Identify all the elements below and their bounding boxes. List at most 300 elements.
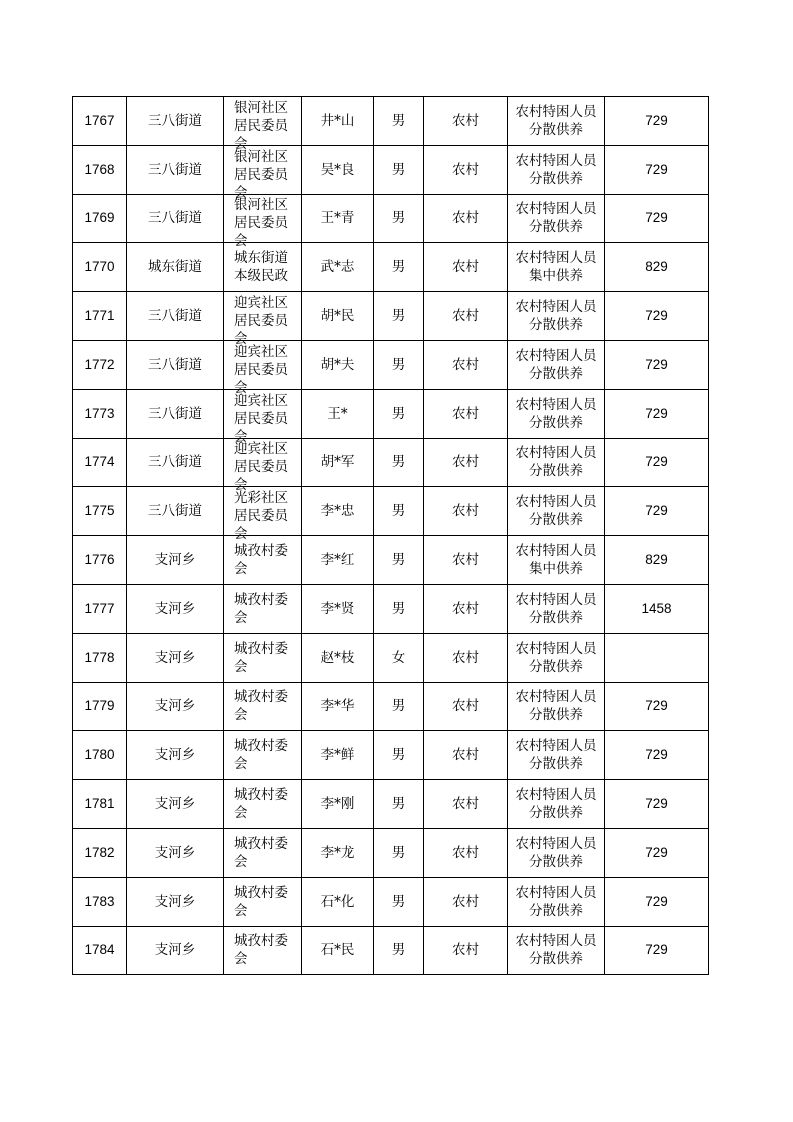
amount: 729 [645,747,668,763]
amount-cell [605,926,709,975]
gender-cell [374,487,424,536]
gender-cell [374,633,424,682]
record-id: 1768 [84,161,115,177]
gender: 男 [391,308,406,325]
street-name-cell [127,536,224,585]
support-category-cell [508,292,605,341]
record-id-cell [73,731,127,780]
area-type: 农村 [452,112,479,129]
record-id-cell [73,926,127,975]
area-type: 农村 [452,454,479,471]
record-id-cell [73,389,127,438]
unit-name: 迎宾社区居民委员会 [234,441,288,494]
support-category: 农村特困人员集中供养 [515,250,597,285]
record-id-cell [73,877,127,926]
person-name: 李*贤 [320,600,355,617]
street-name-cell [127,828,224,877]
gender-cell [374,438,424,487]
area-type-cell [424,536,508,585]
street-name-cell [127,438,224,487]
street-name-cell [127,926,224,975]
table-row [73,389,709,438]
record-id-cell [73,340,127,389]
person-name-cell [302,877,374,926]
area-type-cell [424,145,508,194]
record-id-cell [73,780,127,829]
support-category: 农村特困人员集中供养 [515,543,597,578]
record-id: 1771 [84,308,115,324]
street-name-cell [127,780,224,829]
unit-name: 城孜村委会 [234,591,288,626]
person-name-cell [302,340,374,389]
unit-name: 城孜村委会 [234,689,288,724]
street-name: 支河乡 [154,942,196,959]
street-name-cell [127,340,224,389]
table-row [73,340,709,389]
amount: 729 [645,796,668,812]
gender-cell [374,682,424,731]
gender: 男 [391,112,406,129]
record-id: 1769 [84,210,115,226]
area-type-cell [424,828,508,877]
unit-name-cell [224,780,302,829]
record-id: 1775 [84,503,115,519]
person-name: 李*华 [320,698,355,715]
support-category-cell [508,780,605,829]
support-category: 农村特困人员分散供养 [515,396,597,431]
area-type-cell [424,389,508,438]
support-category-cell [508,389,605,438]
amount: 729 [645,893,668,909]
amount-cell [605,731,709,780]
record-id: 1780 [84,747,115,763]
person-name-cell [302,926,374,975]
gender-cell [374,194,424,243]
amount: 729 [645,405,668,421]
gender-cell [374,340,424,389]
support-category: 农村特困人员分散供养 [515,347,597,382]
unit-name: 城孜村委会 [234,933,288,968]
person-name-cell [302,389,374,438]
gender: 男 [391,210,406,227]
gender-cell [374,877,424,926]
support-category-cell [508,438,605,487]
amount-cell [605,633,709,682]
support-category: 农村特困人员分散供养 [515,152,597,187]
person-name: 胡*军 [320,454,355,471]
street-name-cell [127,682,224,731]
record-id: 1773 [84,405,115,421]
area-type: 农村 [452,503,479,520]
unit-name: 银河社区居民委员会 [234,197,288,250]
area-type-cell [424,340,508,389]
record-id: 1777 [84,600,115,616]
unit-name-cell [224,389,302,445]
person-name: 李*红 [320,552,355,569]
area-type: 农村 [452,600,479,617]
unit-name: 城孜村委会 [234,738,288,773]
gender: 男 [391,161,406,178]
area-type-cell [424,633,508,682]
person-name: 胡*夫 [320,356,355,373]
area-type-cell [424,438,508,487]
support-category: 农村特困人员分散供养 [515,689,597,724]
person-name-cell [302,536,374,585]
gender-cell [374,828,424,877]
support-category-cell [508,926,605,975]
unit-name-cell [224,926,302,975]
street-name-cell [127,243,224,292]
support-category: 农村特困人员分散供养 [515,933,597,968]
record-id-cell [73,194,127,243]
street-name: 三八街道 [148,210,202,227]
record-id: 1767 [84,112,115,128]
person-name-cell [302,780,374,829]
unit-name-cell [224,340,302,396]
unit-name: 城孜村委会 [234,787,288,822]
person-name: 石*民 [320,942,355,959]
table-row [73,438,709,487]
roster-body [73,97,709,975]
table-row [73,97,709,146]
street-name: 城东街道 [148,259,202,276]
support-category: 农村特困人员分散供养 [515,445,597,480]
support-category: 农村特困人员分散供养 [515,299,597,334]
area-type-cell [424,243,508,292]
table-row [73,877,709,926]
gender-cell [374,243,424,292]
gender: 男 [391,503,406,520]
unit-name-cell [224,243,302,292]
area-type-cell [424,877,508,926]
table-row [73,536,709,585]
support-category: 农村特困人员分散供养 [515,640,597,675]
person-name: 武*志 [320,259,355,276]
gender-cell [374,389,424,438]
gender-cell [374,584,424,633]
area-type-cell [424,584,508,633]
area-type-cell [424,292,508,341]
person-name: 赵*枝 [320,649,355,666]
amount: 729 [645,844,668,860]
amount-cell [605,145,709,194]
street-name-cell [127,194,224,243]
gender: 男 [391,356,406,373]
amount-cell [605,828,709,877]
street-name-cell [127,292,224,341]
amount-cell [605,487,709,536]
record-id: 1781 [84,796,115,812]
unit-name-cell [224,194,302,250]
area-type: 农村 [452,210,479,227]
table-row [73,243,709,292]
amount-cell [605,340,709,389]
amount: 729 [645,454,668,470]
unit-name-cell [224,584,302,633]
amount: 829 [645,552,668,568]
support-category-cell [508,340,605,389]
support-category-cell [508,682,605,731]
person-name-cell [302,633,374,682]
support-category-cell [508,243,605,292]
record-id-cell [73,487,127,536]
support-category-cell [508,97,605,146]
person-name-cell [302,438,374,487]
street-name-cell [127,584,224,633]
unit-name-cell [224,877,302,926]
table-row [73,731,709,780]
amount-cell [605,682,709,731]
area-type-cell [424,780,508,829]
amount: 729 [645,698,668,714]
amount-cell [605,97,709,146]
person-name-cell [302,487,374,536]
person-name: 吴*良 [320,161,355,178]
area-type: 农村 [452,161,479,178]
area-type-cell [424,487,508,536]
gender: 女 [391,649,406,666]
amount: 729 [645,308,668,324]
unit-name: 城孜村委会 [234,884,288,919]
unit-name: 城孜村委会 [234,543,288,578]
street-name-cell [127,487,224,536]
table-row [73,926,709,975]
area-type: 农村 [452,698,479,715]
area-type-cell [424,194,508,243]
person-name-cell [302,682,374,731]
unit-name-cell [224,731,302,780]
amount: 729 [645,503,668,519]
record-id: 1774 [84,454,115,470]
table-row [73,682,709,731]
person-name: 井*山 [320,112,355,129]
gender: 男 [391,600,406,617]
amount-cell [605,438,709,487]
person-name: 王*青 [320,210,355,227]
person-name: 石*化 [320,893,355,910]
gender: 男 [391,454,406,471]
area-type: 农村 [452,747,479,764]
street-name-cell [127,145,224,194]
area-type-cell [424,731,508,780]
support-category: 农村特困人员分散供养 [515,591,597,626]
table-row [73,292,709,341]
person-name: 李*龙 [320,844,355,861]
support-category: 农村特困人员分散供养 [515,103,597,138]
amount: 729 [645,356,668,372]
amount: 729 [645,210,668,226]
street-name: 支河乡 [154,844,196,861]
support-category-cell [508,194,605,243]
gender: 男 [391,942,406,959]
area-type: 农村 [452,893,479,910]
record-id-cell [73,536,127,585]
unit-name: 城孜村委会 [234,640,288,675]
record-id: 1783 [84,893,115,909]
amount-cell [605,292,709,341]
amount-cell [605,584,709,633]
person-name-cell [302,828,374,877]
record-id-cell [73,584,127,633]
street-name: 三八街道 [148,308,202,325]
amount-cell [605,243,709,292]
record-id: 1772 [84,356,115,372]
street-name-cell [127,97,224,146]
area-type-cell [424,682,508,731]
street-name: 三八街道 [148,161,202,178]
amount: 829 [645,259,668,275]
record-id-cell [73,145,127,194]
area-type-cell [424,97,508,146]
support-category: 农村特困人员分散供养 [515,494,597,529]
street-name: 支河乡 [154,552,196,569]
record-id: 1784 [84,942,115,958]
street-name: 三八街道 [148,405,202,422]
table-row [73,487,709,536]
table-row [73,633,709,682]
person-name: 胡*民 [320,308,355,325]
gender-cell [374,536,424,585]
unit-name-cell [224,97,302,152]
gender: 男 [391,552,406,569]
record-id: 1779 [84,698,115,714]
street-name-cell [127,389,224,438]
area-type: 农村 [452,259,479,276]
unit-name-cell [224,536,302,585]
support-category: 农村特困人员分散供养 [515,738,597,773]
table-row [73,194,709,243]
person-name: 李*忠 [320,503,355,520]
area-type: 农村 [452,942,479,959]
street-name: 三八街道 [148,112,202,129]
person-name-cell [302,584,374,633]
unit-name-cell [224,682,302,731]
person-name-cell [302,292,374,341]
street-name: 支河乡 [154,698,196,715]
amount-cell [605,780,709,829]
table-row [73,584,709,633]
unit-name-cell [224,633,302,682]
support-category-cell [508,877,605,926]
record-id-cell [73,97,127,146]
support-category-cell [508,633,605,682]
record-id-cell [73,292,127,341]
amount-cell [605,877,709,926]
area-type: 农村 [452,356,479,373]
unit-name: 银河社区居民委员会 [234,99,288,152]
gender: 男 [391,844,406,861]
area-type: 农村 [452,405,479,422]
record-id-cell [73,633,127,682]
support-category: 农村特困人员分散供养 [515,787,597,822]
unit-name-cell [224,828,302,877]
person-name-cell [302,731,374,780]
gender: 男 [391,893,406,910]
amount-cell [605,194,709,243]
person-name-cell [302,194,374,243]
unit-name: 迎宾社区居民委员会 [234,343,288,396]
person-name-cell [302,243,374,292]
street-name: 支河乡 [154,796,196,813]
table-row [73,828,709,877]
unit-name-cell [224,292,302,348]
person-name-cell [302,145,374,194]
person-name: 李*刚 [320,796,355,813]
unit-name: 光彩社区居民委员会 [234,490,288,543]
amount: 1458 [641,600,672,616]
street-name-cell [127,877,224,926]
gender: 男 [391,698,406,715]
amount-cell [605,389,709,438]
record-id: 1778 [84,649,115,665]
amount: 729 [645,161,668,177]
support-category-cell [508,828,605,877]
record-id-cell [73,243,127,292]
unit-name-cell [224,438,302,494]
street-name: 支河乡 [154,893,196,910]
street-name: 支河乡 [154,747,196,764]
record-id-cell [73,682,127,731]
record-id: 1782 [84,844,115,860]
street-name: 三八街道 [148,356,202,373]
person-name: 王* [327,405,348,422]
gender: 男 [391,747,406,764]
unit-name-cell [224,487,302,543]
gender: 男 [391,259,406,276]
record-id-cell [73,438,127,487]
unit-name: 迎宾社区居民委员会 [234,295,288,348]
support-category: 农村特困人员分散供养 [515,835,597,870]
support-category-cell [508,145,605,194]
unit-name: 银河社区居民委员会 [234,148,288,201]
support-category-cell [508,584,605,633]
table-row [73,780,709,829]
area-type: 农村 [452,844,479,861]
unit-name-cell [224,145,302,201]
street-name: 三八街道 [148,503,202,520]
area-type: 农村 [452,308,479,325]
record-id: 1776 [84,552,115,568]
area-type: 农村 [452,552,479,569]
gender-cell [374,731,424,780]
gender: 男 [391,405,406,422]
area-type: 农村 [452,796,479,813]
street-name: 三八街道 [148,454,202,471]
support-category: 农村特困人员分散供养 [515,201,597,236]
roster-table [72,96,709,975]
record-id: 1770 [84,259,115,275]
street-name-cell [127,633,224,682]
support-category-cell [508,731,605,780]
unit-name: 迎宾社区居民委员会 [234,392,288,445]
gender-cell [374,926,424,975]
person-name-cell [302,97,374,146]
support-category: 农村特困人员分散供养 [515,884,597,919]
area-type: 农村 [452,649,479,666]
gender-cell [374,292,424,341]
support-category-cell [508,536,605,585]
gender-cell [374,145,424,194]
street-name-cell [127,731,224,780]
unit-name: 城孜村委会 [234,835,288,870]
table-row [73,145,709,194]
amount: 729 [645,942,668,958]
amount: 729 [645,112,668,128]
record-id-cell [73,828,127,877]
person-name: 李*鲜 [320,747,355,764]
unit-name: 城东街道本级民政 [234,250,288,285]
gender-cell [374,780,424,829]
